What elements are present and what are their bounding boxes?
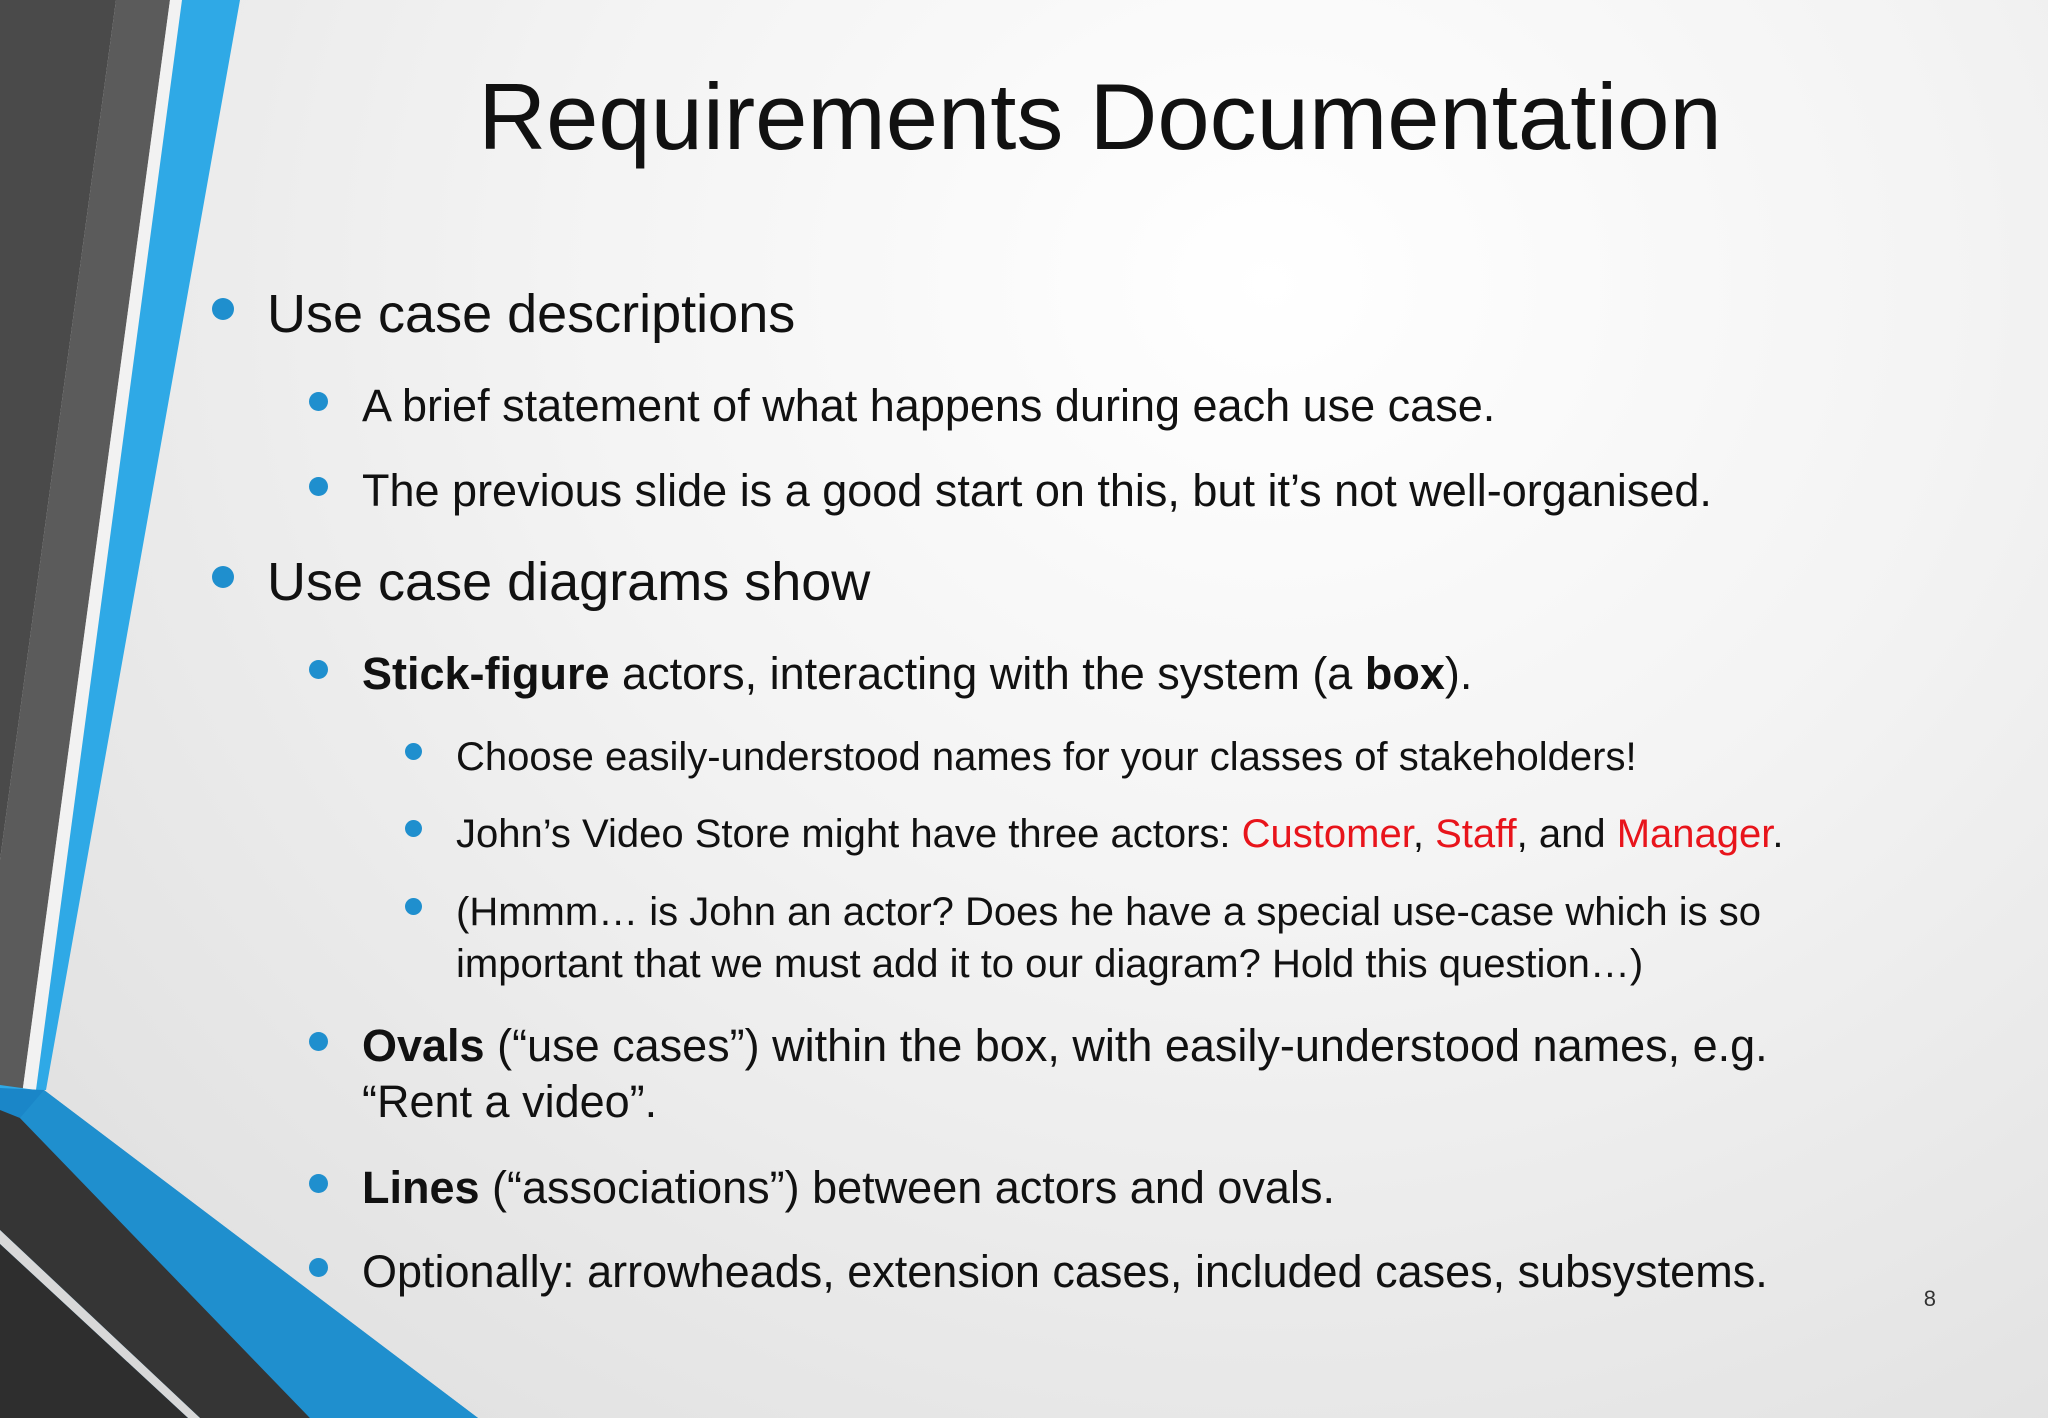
bullet-use-case-diagrams	[267, 550, 870, 614]
bullet-text: Use case diagrams show	[267, 552, 871, 612]
actor-staff: Staff	[1435, 812, 1517, 856]
bullet-dot-icon	[212, 298, 234, 320]
bullet-ovals	[362, 1018, 1768, 1130]
bullet-text: Use case descriptions	[267, 284, 796, 344]
bullet-text-line-2: important that we must add it to our diagram? Hold this question…)	[456, 942, 1644, 986]
bullet-dot-icon	[405, 898, 422, 915]
bullet-text-line-1: (Hmmm… is John an actor? Does he have a special use-case which is so	[456, 890, 1761, 934]
bullet-dot-icon	[309, 1032, 328, 1051]
page-number: 8	[1923, 1286, 1936, 1311]
bullet-use-case-descriptions	[267, 282, 795, 346]
bullet-hmmm-question	[456, 886, 1761, 990]
bullet-text: actors, interacting with the system (a	[609, 648, 1365, 699]
bullet-previous-slide	[362, 463, 1712, 519]
bullet-dot-icon	[405, 820, 422, 837]
bullet-lines	[362, 1160, 1335, 1216]
separator-text: , and	[1516, 812, 1617, 856]
bullet-choose-names	[456, 731, 1637, 783]
bullet-dot-icon	[309, 1174, 328, 1193]
bold-term: Lines	[362, 1162, 480, 1213]
separator-text: ,	[1412, 812, 1436, 856]
slide-title: Requirements Documentation	[478, 64, 1722, 169]
bold-term: Stick-figure	[362, 648, 610, 699]
end-text: .	[1772, 812, 1784, 856]
bullet-text-line-2: “Rent a video”.	[362, 1076, 658, 1127]
bullet-brief-statement	[362, 378, 1495, 434]
bullet-text-line-1: (“use cases”) within the box, with easily-understood names, e.g.	[484, 1020, 1768, 1071]
bullet-dot-icon	[309, 660, 328, 679]
bullet-dot-icon	[309, 1258, 328, 1277]
bullet-dot-icon	[405, 743, 422, 760]
bullet-optionally	[362, 1244, 1768, 1300]
bullet-text: ).	[1444, 648, 1473, 699]
bold-term: Ovals	[362, 1020, 485, 1071]
bullet-dot-icon	[212, 566, 234, 588]
bullet-text: A brief statement of what happens during each use case.	[362, 380, 1496, 431]
bullet-text: The previous slide is a good start on this, but it’s not well-organised.	[362, 465, 1712, 516]
bullet-text: (“associations”) between actors and ovals.	[479, 1162, 1335, 1213]
bullet-dot-icon	[309, 477, 328, 496]
bold-term: box	[1364, 648, 1445, 699]
actor-customer: Customer	[1241, 812, 1413, 856]
bullet-text: John’s Video Store might have three actors:	[456, 812, 1242, 856]
bullet-dot-icon	[309, 392, 328, 411]
bullet-stick-figure	[362, 646, 1472, 702]
bullet-text: Optionally: arrowheads, extension cases, included cases, subsystems.	[362, 1246, 1768, 1297]
actor-manager: Manager	[1616, 812, 1773, 856]
bullet-text: Choose easily-understood names for your classes of stakeholders!	[456, 735, 1637, 779]
bullet-three-actors	[456, 808, 1783, 860]
